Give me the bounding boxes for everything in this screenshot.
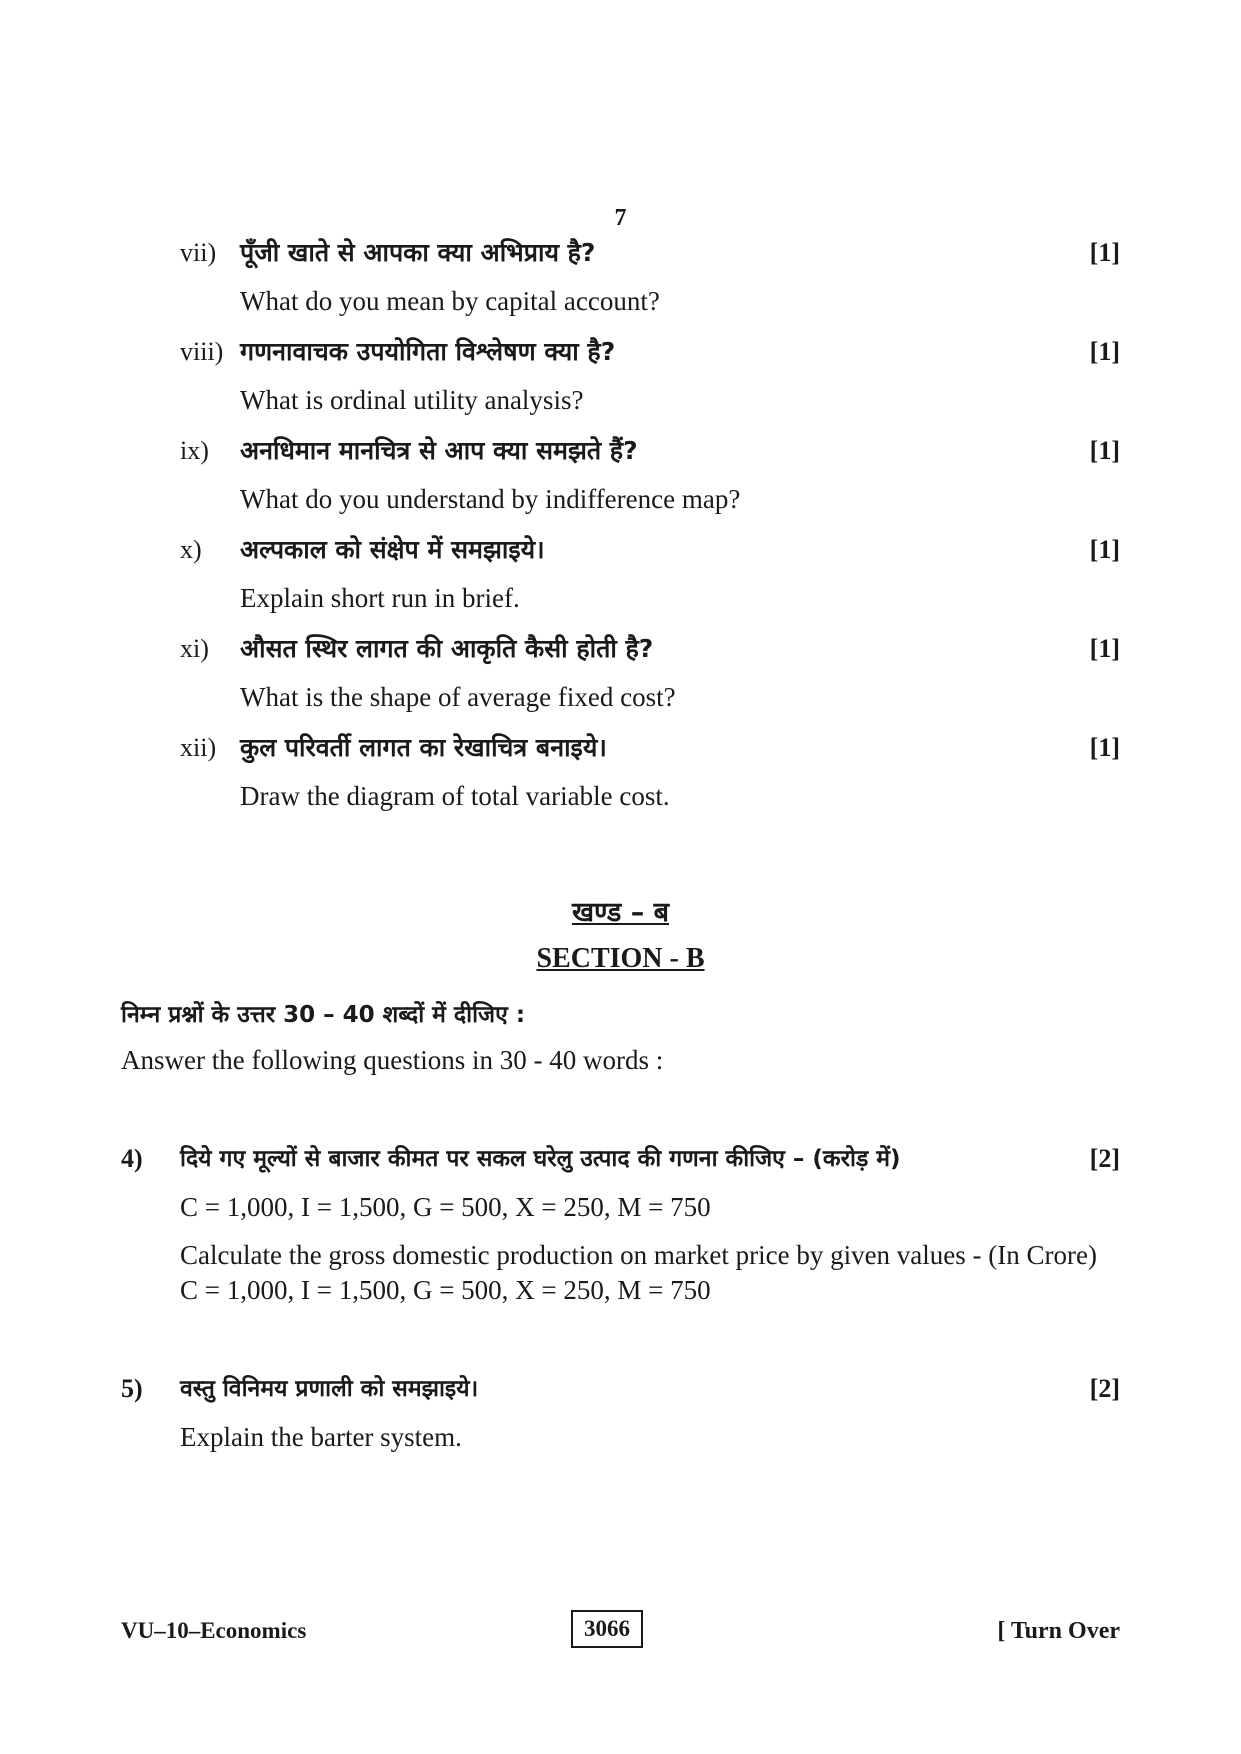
question-values-english: C = 1,000, I = 1,500, G = 500, X = 250, M = 750: [180, 1275, 711, 1305]
question-number: viii): [180, 337, 224, 366]
footer-turn-over: [ Turn Over: [997, 1618, 1120, 1644]
question-text-hindi: गणनावाचक उपयोगिता विश्लेषण क्या है?: [240, 337, 616, 366]
question-ix: [0, 434, 1241, 534]
footer-subject-code: VU–10–Economics: [121, 1618, 307, 1643]
question-marks: [1]: [1089, 535, 1120, 564]
question-text-hindi: दिये गए मूल्यों से बाजार कीमत पर सकल घरेलु उत्पाद की गणना कीजिए – (करोड़ में): [180, 1146, 901, 1172]
question-marks: [1]: [1089, 337, 1120, 366]
question-number: xi): [180, 634, 209, 663]
question-text-english: Explain the barter system.: [180, 1422, 462, 1452]
question-text-english: What is the shape of average fixed cost?: [240, 682, 676, 712]
question-text-english: Explain short run in brief.: [240, 583, 520, 613]
question-xii: [0, 731, 1241, 831]
question-marks: [1]: [1089, 436, 1120, 465]
footer-paper-code: 3066: [571, 1610, 643, 1648]
question-x: [0, 533, 1241, 633]
question-text-hindi: वस्तु विनिमय प्रणाली को समझाइये।: [180, 1376, 479, 1402]
question-values-hindi: C = 1,000, I = 1,500, G = 500, X = 250, M = 750: [180, 1192, 711, 1222]
question-xi: [0, 632, 1241, 732]
question-5: [0, 1372, 1241, 1462]
question-marks: [2]: [1089, 1144, 1120, 1173]
question-text-english: Calculate the gross domestic production on market price by given values - (In Crore): [180, 1240, 1097, 1270]
question-number: vii): [180, 238, 217, 267]
question-viii: [0, 335, 1241, 435]
question-4: [0, 1142, 1241, 1312]
question-text-english: What is ordinal utility analysis?: [240, 385, 584, 415]
question-text-english: What do you mean by capital account?: [240, 286, 660, 316]
question-number: 5): [121, 1374, 143, 1403]
question-text-hindi: अल्पकाल को संक्षेप में समझाइये।: [240, 535, 545, 564]
question-number: x): [180, 535, 202, 564]
question-marks: [1]: [1089, 238, 1120, 267]
question-number: 4): [121, 1144, 143, 1173]
question-text-hindi: औसत स्थिर लागत की आकृति कैसी होती है?: [240, 634, 654, 663]
question-marks: [2]: [1089, 1374, 1120, 1403]
section-title-hindi: खण्ड – ब: [571, 897, 670, 928]
question-text-hindi: पूँजी खाते से आपका क्या अभिप्राय है?: [240, 238, 596, 267]
question-number: xii): [180, 733, 217, 762]
section-title-english: SECTION - B: [536, 943, 705, 974]
page-number: 7: [614, 205, 627, 231]
question-text-hindi: कुल परिवर्ती लागत का रेखाचित्र बनाइये।: [240, 733, 607, 762]
question-number: ix): [180, 436, 209, 465]
question-marks: [1]: [1089, 634, 1120, 663]
question-text-english: What do you understand by indifference map?: [240, 484, 741, 514]
instruction-hindi: निम्न प्रश्नों के उत्तर 30 – 40 शब्दों में दीजिए :: [121, 1002, 526, 1028]
question-marks: [1]: [1089, 733, 1120, 762]
question-text-hindi: अनधिमान मानचित्र से आप क्या समझते हैं?: [240, 436, 638, 465]
question-text-english: Draw the diagram of total variable cost.: [240, 781, 670, 811]
instruction-english: Answer the following questions in 30 - 40 words :: [121, 1045, 664, 1075]
question-vii: [0, 236, 1241, 336]
